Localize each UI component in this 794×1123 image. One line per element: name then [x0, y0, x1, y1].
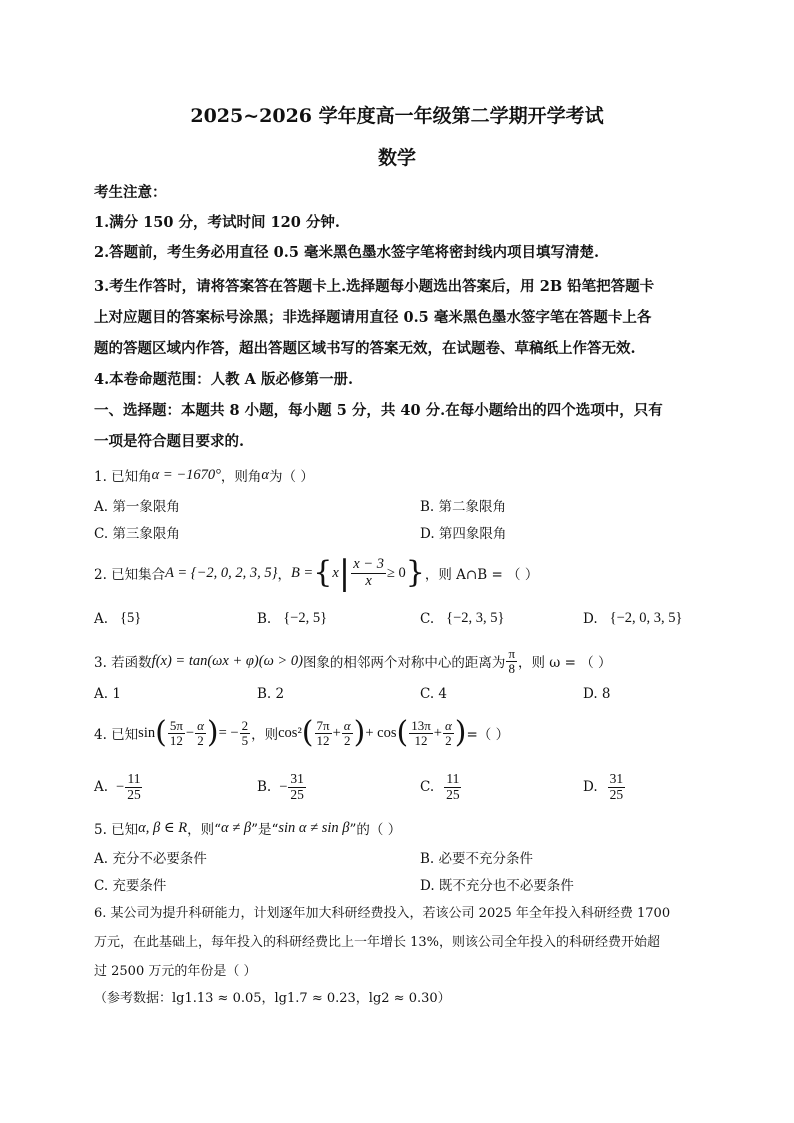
q5-mid-1: ，则“ — [187, 822, 222, 838]
q5-option-b: B. 必要不充分条件 — [420, 851, 534, 867]
q4-frac-1 — [168, 719, 185, 747]
q4-option-a-sign: − — [116, 778, 125, 795]
q1-prefix: 1. 已知角 — [94, 469, 152, 485]
q4-paren-open-2: ( — [301, 715, 314, 750]
q4-frac-7-den: 2 — [445, 732, 452, 748]
q3-fraction — [506, 647, 517, 675]
q2-brace-close: } — [405, 555, 425, 590]
question-2-stem — [94, 553, 538, 593]
q4-option-b-sign: − — [279, 778, 288, 795]
notice-item-2: 2.答题前，考生务必用直径 0.5 毫米黑色墨水签字笔将密封线内项目填写清楚. — [94, 244, 600, 261]
q2-set-b-var: x — [332, 564, 339, 581]
q3-option-b: B. 2 — [257, 686, 285, 702]
q5-condition-1: α ≠ β — [221, 819, 252, 836]
q4-suffix: =（ ） — [466, 727, 510, 743]
q6-line-3: 过 2500 万元的年份是（ ） — [94, 964, 257, 979]
q3-option-c: C. 4 — [420, 686, 448, 702]
notice-item-4: 4.本卷命题范围：人教 A 版必修第一册. — [94, 371, 354, 388]
q6-reference-data: （参考数据：lg1.13 ≈ 0.05，lg1.7 ≈ 0.23，lg2 ≈ 0.30） — [94, 991, 451, 1006]
q4-frac-2 — [195, 719, 206, 747]
notice-heading: 考生注意： — [94, 184, 167, 201]
q2-option-c — [420, 610, 505, 627]
q4-frac-5 — [342, 719, 353, 747]
q3-prefix: 3. 若函数 — [94, 655, 152, 671]
q2-brace-open: { — [313, 555, 333, 590]
q2-option-a-label: A. — [94, 610, 109, 627]
q4-option-d-label: D. — [583, 779, 598, 795]
q4-option-b-den: 25 — [290, 786, 304, 802]
q4-frac-3-den: 5 — [241, 732, 249, 748]
q1-option-c: C. 第三象限角 — [94, 526, 180, 542]
q3-function: f(x) = tan(ωx + φ)(ω > 0) — [151, 652, 303, 669]
q4-option-d-num: 31 — [609, 771, 624, 787]
q4-plus-cos: + cos — [365, 724, 397, 741]
q4-paren-open-1: ( — [155, 715, 167, 750]
q4-frac-6 — [409, 719, 433, 747]
q5-condition-2: sin α ≠ sin β — [278, 819, 350, 836]
q4-frac-7 — [443, 719, 454, 747]
q4-sin: sin — [138, 724, 156, 741]
q4-frac-6-den: 12 — [414, 732, 428, 748]
q4-option-a-den: 25 — [127, 786, 141, 802]
q6-line-1: 6. 某公司为提升科研能力，计划逐年加大科研经费投入，若该公司 2025 年全年投入科研经费 1700 — [94, 906, 671, 921]
q2-ge-zero: ≥ 0 — [386, 564, 406, 581]
q2-option-b-label: B. — [257, 610, 272, 627]
q5-prefix: 5. 已知 — [94, 822, 139, 838]
q4-frac-4-den: 12 — [316, 732, 330, 748]
q2-option-c-label: C. — [420, 610, 435, 627]
q4-frac-1-num: 5π — [169, 717, 183, 733]
q2-frac-num: x − 3 — [353, 556, 384, 573]
q1-angle-expr: α = −1670° — [151, 466, 221, 483]
q4-paren-close-1: ) — [206, 715, 219, 750]
q4-plus: + — [332, 724, 341, 741]
q4-option-c-den: 25 — [446, 786, 460, 802]
q2-fraction — [351, 557, 386, 588]
q2-option-a-value: {5} — [120, 610, 142, 626]
q2-option-d-label: D. — [583, 610, 598, 627]
q4-option-c-num: 11 — [446, 771, 460, 787]
q4-plus-2: + — [433, 724, 442, 741]
q2-option-c-value: {−2, 3, 5} — [446, 610, 505, 626]
q4-paren-close-3: ) — [454, 715, 467, 750]
q3-frac-den: 8 — [508, 660, 515, 676]
q3-mid: 图象的相邻两个对称中心的距离为 — [302, 655, 506, 671]
q4-cos-squared: cos² — [278, 724, 302, 741]
q3-option-d: D. 8 — [583, 686, 611, 702]
q4-frac-6-num: 13π — [411, 717, 431, 733]
q2-option-b — [257, 610, 327, 627]
q2-prefix: 2. 已知集合 — [94, 567, 166, 583]
q4-option-a-frac — [125, 772, 143, 801]
q5-option-c: C. 充要条件 — [94, 878, 167, 894]
notice-item-1: 1.满分 150 分，考试时间 120 分钟. — [94, 214, 340, 231]
q4-frac-4-num: 7π — [316, 717, 330, 733]
q4-option-c — [420, 767, 463, 807]
q4-frac-4 — [315, 719, 332, 747]
q4-frac-7-num: α — [444, 717, 452, 733]
q2-frac-den: x — [365, 572, 372, 589]
q5-option-a: A. 充分不必要条件 — [94, 851, 207, 867]
q4-option-d — [583, 767, 626, 807]
q4-paren-close-2: ) — [353, 715, 366, 750]
q5-vars: α, β ∈ R — [138, 819, 188, 836]
q4-then: ，则 — [251, 727, 279, 743]
q4-frac-3 — [240, 719, 251, 747]
q2-set-bar: | — [338, 553, 351, 593]
q1-var: α — [261, 466, 270, 483]
q4-minus: − — [185, 724, 195, 741]
q4-frac-1-den: 12 — [169, 732, 183, 748]
q5-option-d: D. 既不充分也不必要条件 — [420, 878, 574, 894]
q2-option-a — [94, 610, 141, 627]
q1-suffix: 为（ ） — [269, 469, 314, 485]
section-heading-line-1: 一、选择题：本题共 8 小题，每小题 5 分，共 40 分.在每小题给出的四个选项中，只有 — [94, 402, 663, 419]
q2-set-a: A = {−2, 0, 2, 3, 5} — [165, 564, 278, 581]
q4-frac-2-num: α — [197, 717, 204, 733]
question-3-stem — [94, 645, 612, 677]
q4-option-b-label: B. — [257, 779, 272, 795]
question-5-stem — [94, 818, 401, 838]
q2-suffix: ，则 A∩B = （ ） — [424, 567, 539, 583]
q1-option-b: B. 第二象限角 — [420, 499, 507, 515]
q1-option-d: D. 第四象限角 — [420, 526, 507, 542]
q1-mid: ，则角 — [220, 469, 262, 485]
q3-option-a: A. 1 — [94, 686, 121, 702]
q4-frac-3-num: 2 — [241, 717, 249, 733]
q4-option-a — [94, 767, 144, 807]
q4-option-a-label: A. — [94, 779, 109, 795]
q6-line-2: 万元，在此基础上，每年投入的科研经费比上一年增长 13%，则该公司全年投入的科研经费开始超 — [94, 935, 661, 950]
q4-option-a-num: 11 — [127, 771, 141, 787]
q4-paren-open-3: ( — [396, 715, 409, 750]
q1-option-a: A. 第一象限角 — [94, 499, 180, 515]
question-1-stem — [94, 465, 314, 485]
question-4-stem — [94, 712, 509, 754]
q2-set-b-left: B = — [290, 564, 314, 581]
subject-title: 数学 — [377, 147, 416, 169]
q3-frac-num: π — [508, 645, 516, 661]
q2-option-b-value: {−2, 5} — [283, 610, 328, 626]
q4-option-d-frac — [608, 772, 626, 801]
notice-item-3-line-3: 题的答题区域内作答，超出答题区域书写的答案无效，在试题卷、草稿纸上作答无效. — [94, 340, 636, 357]
section-heading-line-2: 一项是符合题目要求的. — [94, 433, 245, 450]
q4-frac-2-den: 2 — [197, 732, 204, 748]
q2-sep: ， — [277, 567, 291, 583]
q4-option-c-frac — [444, 772, 462, 801]
q4-option-b-num: 31 — [290, 771, 304, 787]
q4-option-d-den: 25 — [609, 786, 624, 802]
notice-item-3-line-1: 3.考生作答时，请将答案答在答题卡上.选择题每小题选出答案后，用 2B 铅笔把答题卡 — [94, 278, 655, 295]
q5-mid-2: ”是“ — [251, 822, 279, 838]
notice-item-3-line-2: 上对应题目的答案标号涂黑；非选择题请用直径 0.5 毫米黑色墨水签字笔在答题卡上各 — [94, 309, 652, 326]
q4-option-c-label: C. — [420, 779, 435, 795]
q4-frac-5-den: 2 — [343, 732, 351, 748]
q2-option-d-value: {−2, 0, 3, 5} — [609, 610, 683, 626]
q4-frac-5-num: α — [343, 717, 351, 733]
q4-option-b-frac — [288, 772, 306, 801]
q4-equals-minus: = − — [218, 724, 239, 741]
exam-title: 2025~2026 学年度高一年级第二学期开学考试 — [190, 105, 604, 127]
q4-option-b — [257, 767, 307, 807]
q4-prefix: 4. 已知 — [94, 727, 139, 743]
q3-suffix: ，则 ω = （ ） — [518, 655, 612, 671]
q2-option-d — [583, 610, 683, 627]
q5-suffix: ”的（ ） — [349, 822, 402, 838]
